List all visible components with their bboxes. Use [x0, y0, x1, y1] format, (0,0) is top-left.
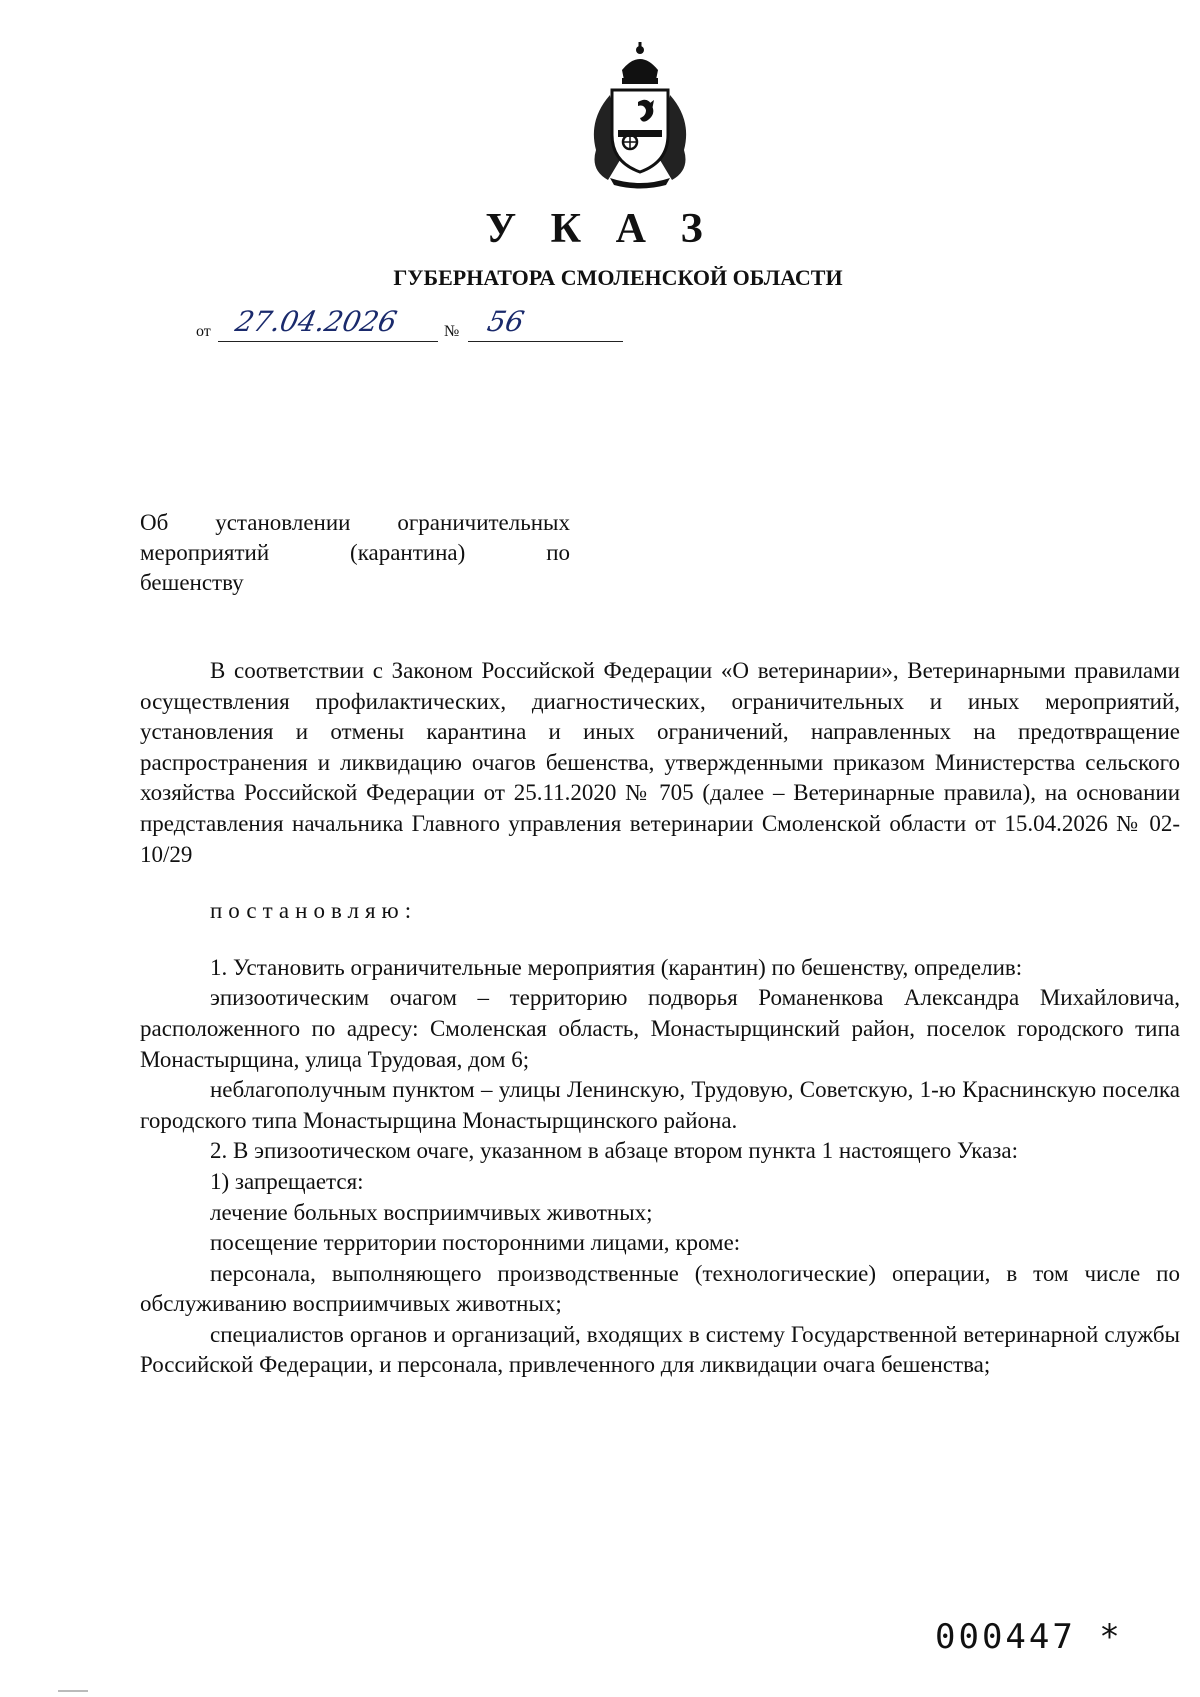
paragraph: 1) запрещается:: [210, 1168, 364, 1194]
paragraph: персонала, выполняющего производственные (технологические) операции, в том числе по обслуживанию восприимчивых животных;: [140, 1260, 1180, 1317]
subject-line: бешенству: [140, 570, 244, 595]
document-issuer: ГУБЕРНАТОРА СМОЛЕНСКОЙ ОБЛАСТИ: [393, 265, 843, 290]
subject-line: мероприятий (карантина) по: [140, 540, 570, 565]
spacer: [140, 927, 1180, 953]
decree-word: постановляю:: [210, 898, 418, 924]
handwritten-number: 56: [484, 305, 528, 338]
paragraph: 2. В эпизоотическом очаге, указанном в абзаце втором пункта 1 настоящего Указа:: [210, 1138, 1018, 1164]
paragraph: эпизоотическим очагом – территорию подворья Романенкова Александра Михайловича, расположенного по адресу: Смоленская область, Монастырщинский район, поселок городского типа Монастырщина, улица Трудовая, дом 6;: [140, 985, 1180, 1072]
smolensk-coat-of-arms-icon: [560, 40, 720, 190]
number-underline: [468, 341, 623, 342]
number-label: №: [444, 323, 460, 340]
paragraph: посещение территории посторонними лицами, кроме:: [210, 1230, 741, 1256]
preamble-paragraph: В соответствии с Законом Российской Федерации «О ветеринарии», Ветеринарными правилами осуществления профилактических, диагностических, ограничительных и иных мероприятий, установления и отмены карантина и иных ограничений, направленных на предотвращение распространения и ликвидацию очагов бешенства, утвержденными приказом Министерства сельского хозяйства Российской Федерации от 25.11.2020 № 705 (далее – Ветеринарные правила), на основании представления начальника Главного управления ветеринарии Смоленской области от 15.04.2026 № 02-10/29: [140, 658, 1180, 867]
paragraph: специалистов органов и организаций, входящих в систему Государственной ветеринарной службы Российской Федерации, и персонала, привлеченного для ликвидации очага бешенства;: [140, 1321, 1180, 1378]
scan-mark: [58, 1690, 88, 1692]
spacer: [140, 870, 1180, 896]
subject-line: Об установлении ограничительных: [140, 510, 570, 535]
decree-body: [140, 656, 1180, 1381]
form-serial-number: 000447 *: [935, 1617, 1123, 1657]
paragraph: лечение больных восприимчивых животных;: [210, 1199, 653, 1225]
decree-subject: [140, 508, 570, 598]
paragraph: 1. Установить ограничительные мероприятия (карантин) по бешенству, определив:: [210, 954, 1023, 980]
document-title: У К А З: [485, 206, 715, 252]
paragraph: неблагополучным пунктом – улицы Ленинскую, Трудовую, Советскую, 1-ю Краснинскую поселка городского типа Монастырщина Монастырщинского района.: [140, 1077, 1180, 1133]
handwritten-date: 27.04.2026: [232, 305, 400, 338]
date-number-line: [196, 305, 636, 345]
date-label: от: [196, 323, 211, 340]
date-underline: [218, 341, 438, 342]
